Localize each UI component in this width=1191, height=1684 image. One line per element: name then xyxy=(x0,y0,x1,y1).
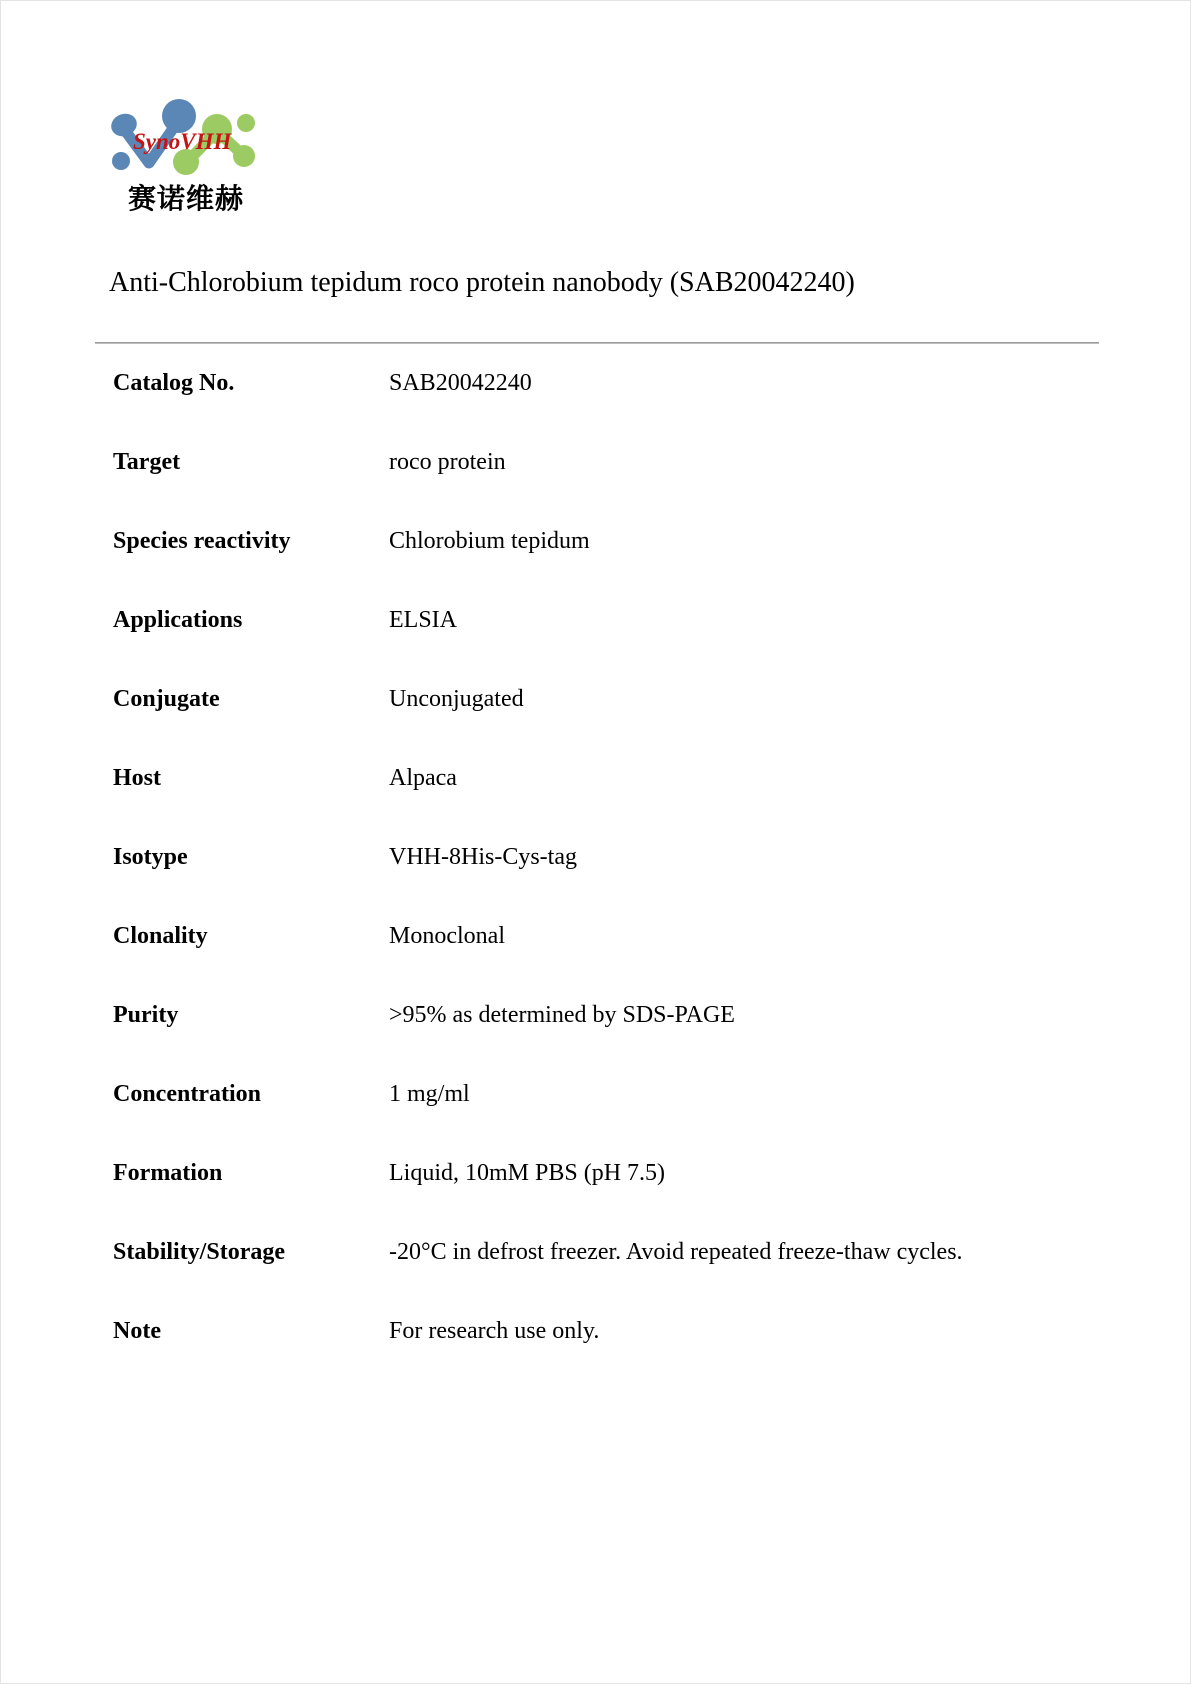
brand-name-text: SynoVHH xyxy=(133,129,232,154)
property-label: Purity xyxy=(113,1002,179,1028)
company-name-chinese: 赛诺维赫 xyxy=(128,183,245,214)
table-row xyxy=(95,581,1099,660)
property-value: Alpaca xyxy=(389,765,457,791)
property-label: Host xyxy=(113,765,161,791)
synovhh-logo-icon xyxy=(109,87,269,175)
table-row xyxy=(95,1055,1099,1134)
property-value: roco protein xyxy=(389,449,506,475)
table-row xyxy=(95,897,1099,976)
property-value: -20°C in defrost freezer. Avoid repeated freeze-thaw cycles. xyxy=(389,1239,963,1265)
property-label: Note xyxy=(113,1318,161,1344)
property-label: Clonality xyxy=(113,923,208,949)
product-title: Anti-Chlorobium tepidum roco protein nanobody (SAB20042240) xyxy=(109,267,855,298)
table-row xyxy=(95,423,1099,502)
property-value: Monoclonal xyxy=(389,923,505,949)
property-value: SAB20042240 xyxy=(389,370,532,396)
table-row xyxy=(95,1292,1099,1371)
property-label: Target xyxy=(113,449,181,475)
table-row xyxy=(95,976,1099,1055)
property-label: Conjugate xyxy=(113,686,220,712)
property-value: Liquid, 10mM PBS (pH 7.5) xyxy=(389,1160,666,1186)
properties-table xyxy=(95,344,1099,1371)
property-label: Concentration xyxy=(113,1081,261,1107)
property-value: 1 mg/ml xyxy=(389,1081,470,1107)
property-label: Stability/Storage xyxy=(113,1239,285,1265)
property-value: For research use only. xyxy=(389,1318,600,1344)
table-row xyxy=(95,344,1099,423)
property-label: Formation xyxy=(113,1160,223,1186)
table-row xyxy=(95,502,1099,581)
property-value: Unconjugated xyxy=(389,686,524,712)
property-value: Chlorobium tepidum xyxy=(389,528,590,554)
property-value: ELSIA xyxy=(389,607,457,633)
property-label: Catalog No. xyxy=(113,370,235,396)
property-label: Applications xyxy=(113,607,243,633)
property-label: Species reactivity xyxy=(113,528,291,554)
table-row xyxy=(95,660,1099,739)
company-logo xyxy=(109,87,269,217)
table-row xyxy=(95,1134,1099,1213)
property-value: >95% as determined by SDS-PAGE xyxy=(389,1002,735,1028)
property-value: VHH-8His-Cys-tag xyxy=(389,844,577,870)
table-row xyxy=(95,818,1099,897)
table-row xyxy=(95,739,1099,818)
table-row xyxy=(95,1213,1099,1292)
property-label: Isotype xyxy=(113,844,188,870)
